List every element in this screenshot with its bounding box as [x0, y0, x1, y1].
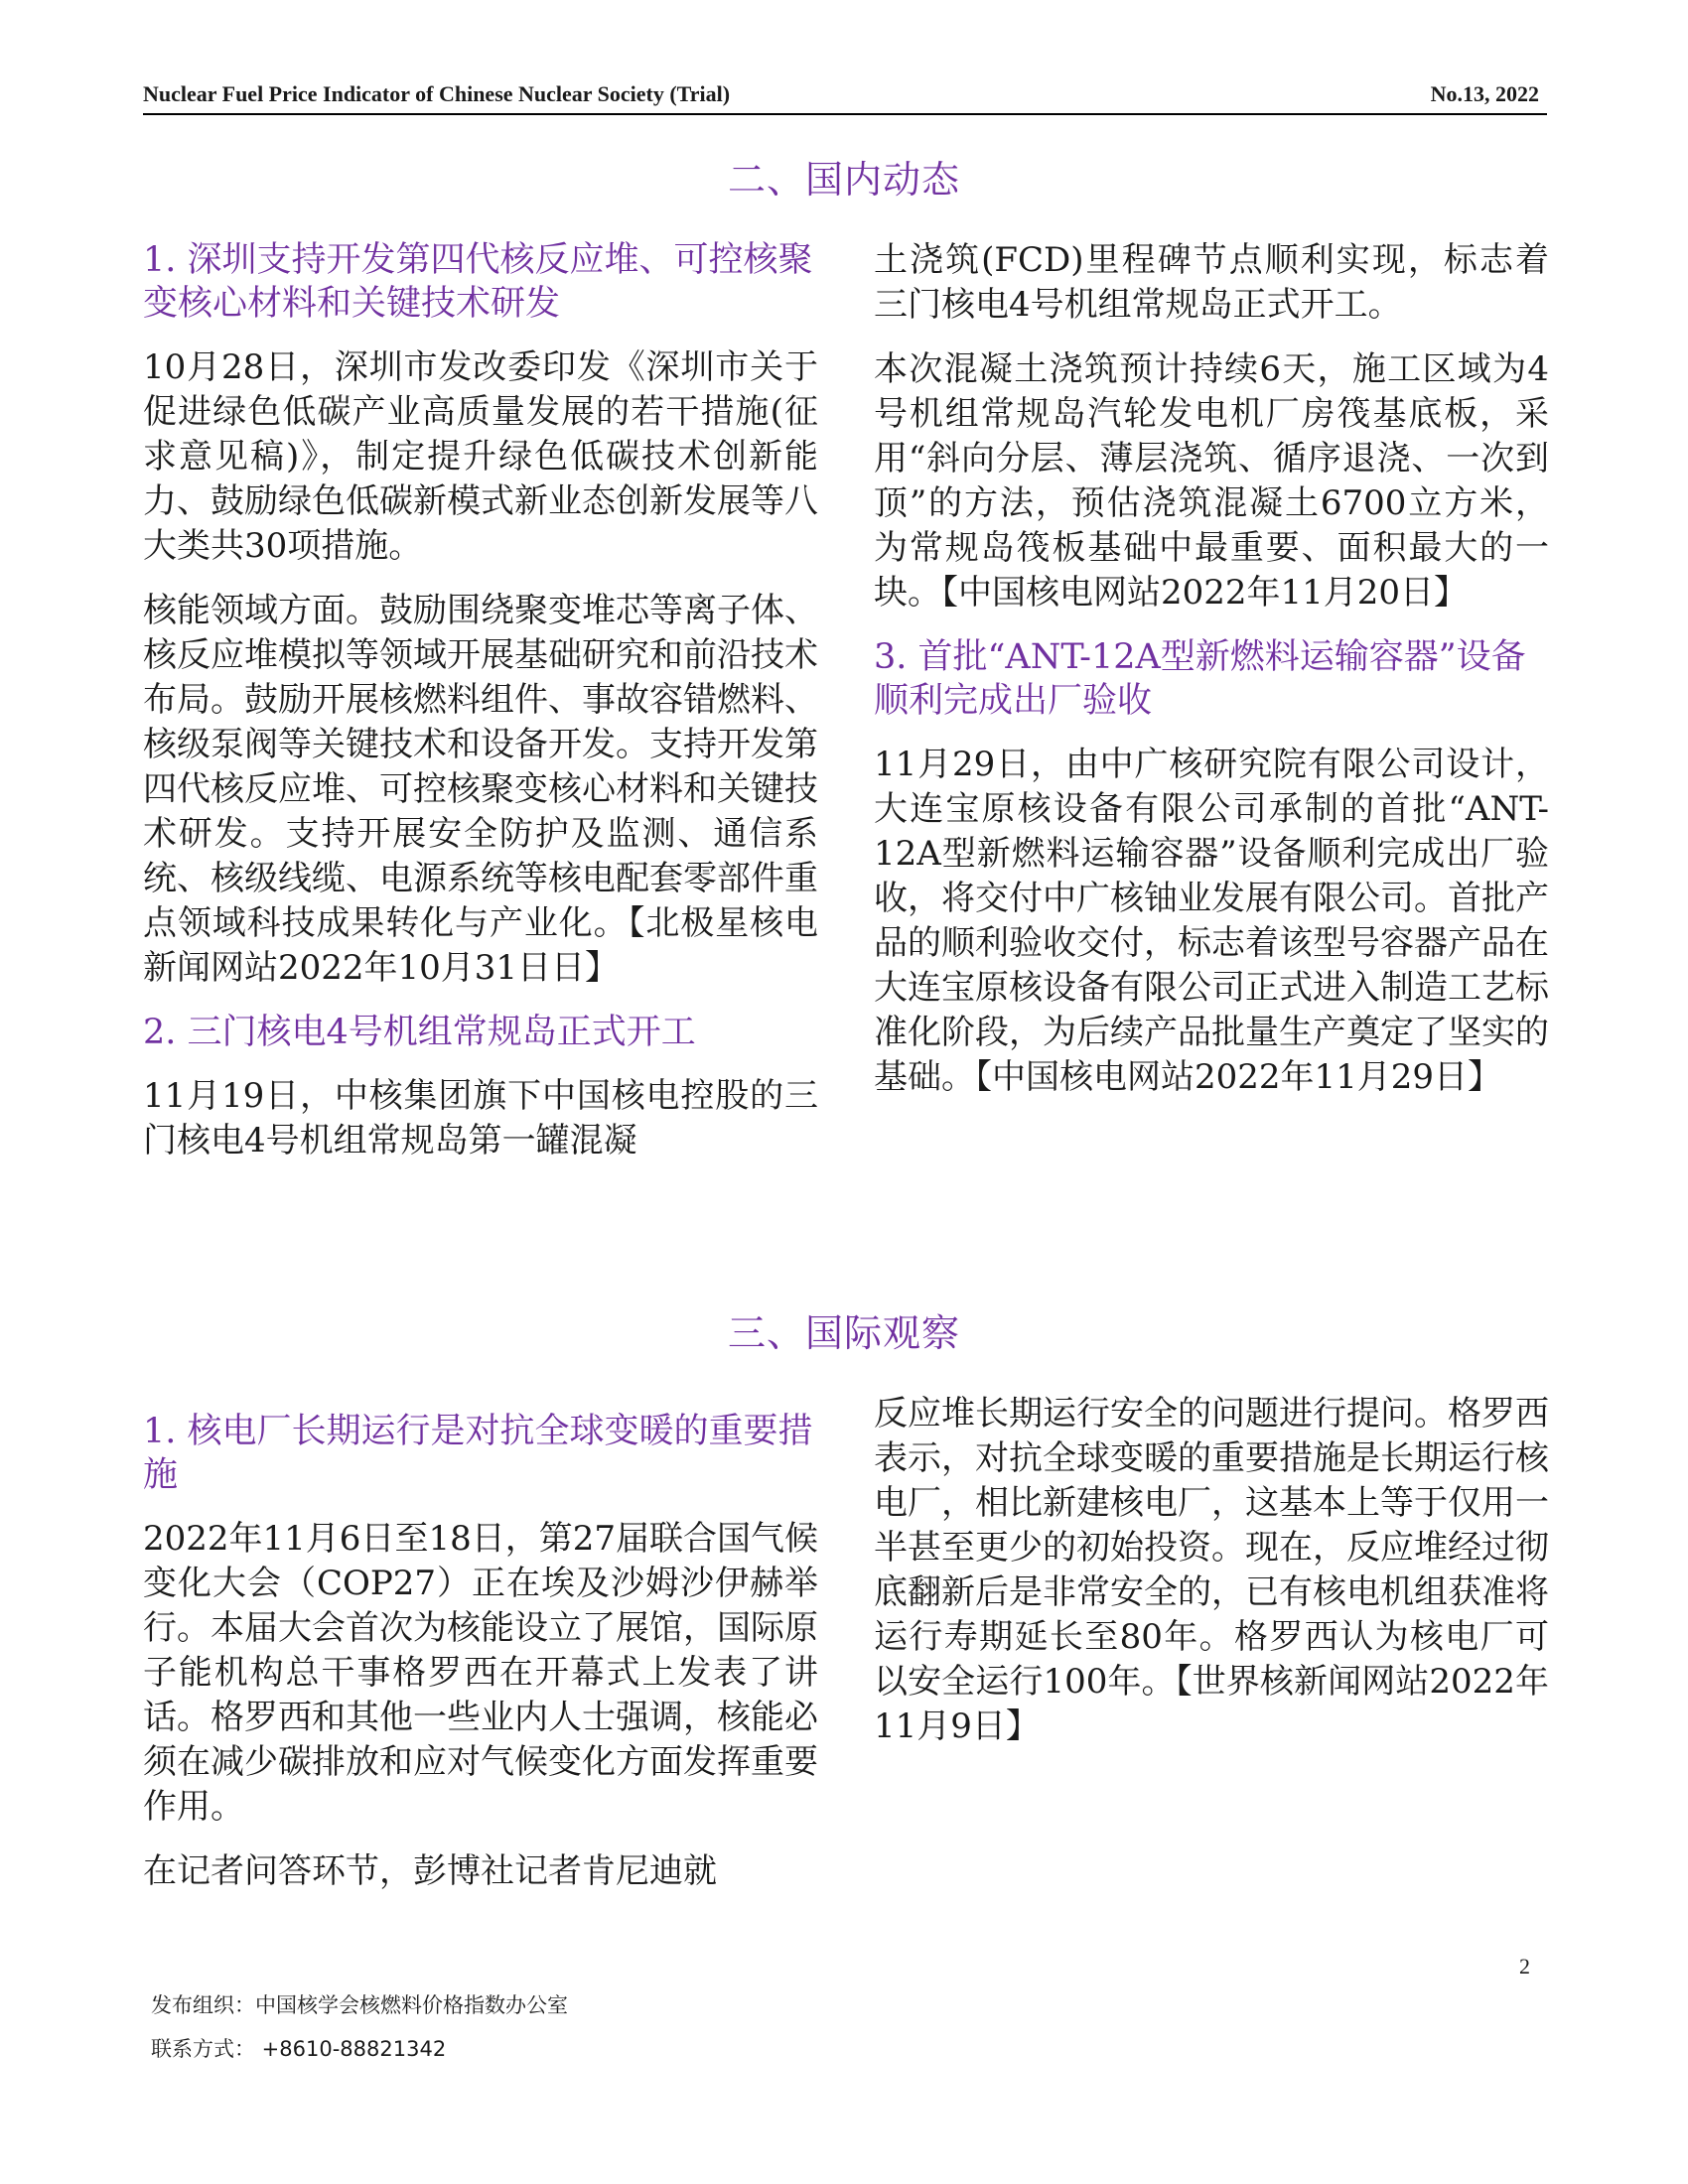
article-paragraph: 2022年11月6日至18日，第27届联合国气候变化大会（COP27）正在埃及沙姆沙伊赫举行。本届大会首次为核能设立了展馆，国际原子能机构总干事格罗西在开幕式上发表了讲话。格罗西和其他一些业内人士强调，核能必须在减少碳排放和应对气候变化方面发挥重要作用。 [143, 1519, 818, 1827]
section2-left-column [143, 238, 818, 1183]
article-title: 1. 核电厂长期运行是对抗全球变暖的重要措施 [143, 1412, 813, 1495]
section3-left-column [143, 1410, 818, 1914]
article-paragraph: 本次混凝土浇筑预计持续6天，施工区域为4号机组常规岛汽轮发电机厂房筏基底板，采用“斜向分层、薄层浇筑、循序退浇、一次到顶”的方法，预估浇筑混凝土6700立方米，为常规岛筏板基础中最重要、面积最大的一块。【中国核电网站2022年11月20日】 [874, 349, 1549, 613]
section-title-domestic: 二、国内动态 [727, 158, 960, 202]
article-paragraph: 反应堆长期运行安全的问题进行提问。格罗西表示，对抗全球变暖的重要措施是长期运行核电厂，相比新建核电厂，这基本上等于仅用一半甚至更少的初始投资。现在，反应堆经过彻底翻新后是非常安全的，已有核电机组获准将运行寿期延长至80年。格罗西认为核电厂可以安全运行100年。【世界核新闻网站2022年11月9日】 [874, 1394, 1549, 1746]
header-title: Nuclear Fuel Price Indicator of Chinese Nuclear Society (Trial) [143, 81, 731, 106]
section-title-international: 三、国际观察 [727, 1311, 960, 1355]
article-paragraph: 核能领域方面。鼓励围绕聚变堆芯等离子体、核反应堆模拟等领域开展基础研究和前沿技术布局。鼓励开展核燃料组件、事故容错燃料、核级泵阀等关键技术和设备开发。支持开发第四代核反应堆、可控核聚变核心材料和关键技术研发。支持开展安全防护及监测、通信系统、核级线缆、电源系统等核电配套零部件重点领域科技成果转化与产业化。【北极星核电新闻网站2022年10月31日日】 [143, 591, 818, 988]
header-issue: No.13, 2022 [1430, 81, 1539, 106]
section2-right-column [874, 238, 1549, 1120]
article-title: 1. 深圳支持开发第四代核反应堆、可控核聚变核心材料和关键技术研发 [143, 240, 813, 324]
page-number: 2 [1519, 1954, 1530, 1979]
article-title: 2. 三门核电4号机组常规岛正式开工 [143, 1013, 696, 1052]
footer-publisher: 发布组织：中国核学会核燃料价格指数办公室 [151, 1993, 568, 2017]
article-paragraph: 11月29日，由中广核研究院有限公司设计，大连宝原核设备有限公司承制的首批“ANT-12A型新燃料运输容器”设备顺利完成出厂验收，将交付中广核铀业发展有限公司。首批产品的顺利验收交付，标志着该型号容器产品在大连宝原核设备有限公司正式进入制造工艺标准化阶段，为后续产品批量生产奠定了坚实的基础。【中国核电网站2022年11月29日】 [874, 745, 1549, 1097]
page-header [143, 77, 1547, 115]
article-paragraph: 11月19日，中核集团旗下中国核电控股的三门核电4号机组常规岛第一罐混凝 [143, 1076, 818, 1160]
footer-contact: 联系方式： +8610-88821342 [151, 2037, 447, 2061]
article-title: 3. 首批“ANT-12A型新燃料运输容器”设备顺利完成出厂验收 [874, 637, 1526, 721]
article-paragraph: 在记者问答环节，彭博社记者肯尼迪就 [143, 1851, 717, 1891]
article-paragraph: 10月28日，深圳市发改委印发《深圳市关于促进绿色低碳产业高质量发展的若干措施(征求意见稿)》，制定提升绿色低碳技术创新能力、鼓励绿色低碳新模式新业态创新发展等八大类共30项措施。 [143, 347, 818, 566]
article-paragraph: 土浇筑(FCD)里程碑节点顺利实现，标志着三门核电4号机组常规岛正式开工。 [874, 240, 1549, 325]
section3-right-column [874, 1392, 1549, 1769]
